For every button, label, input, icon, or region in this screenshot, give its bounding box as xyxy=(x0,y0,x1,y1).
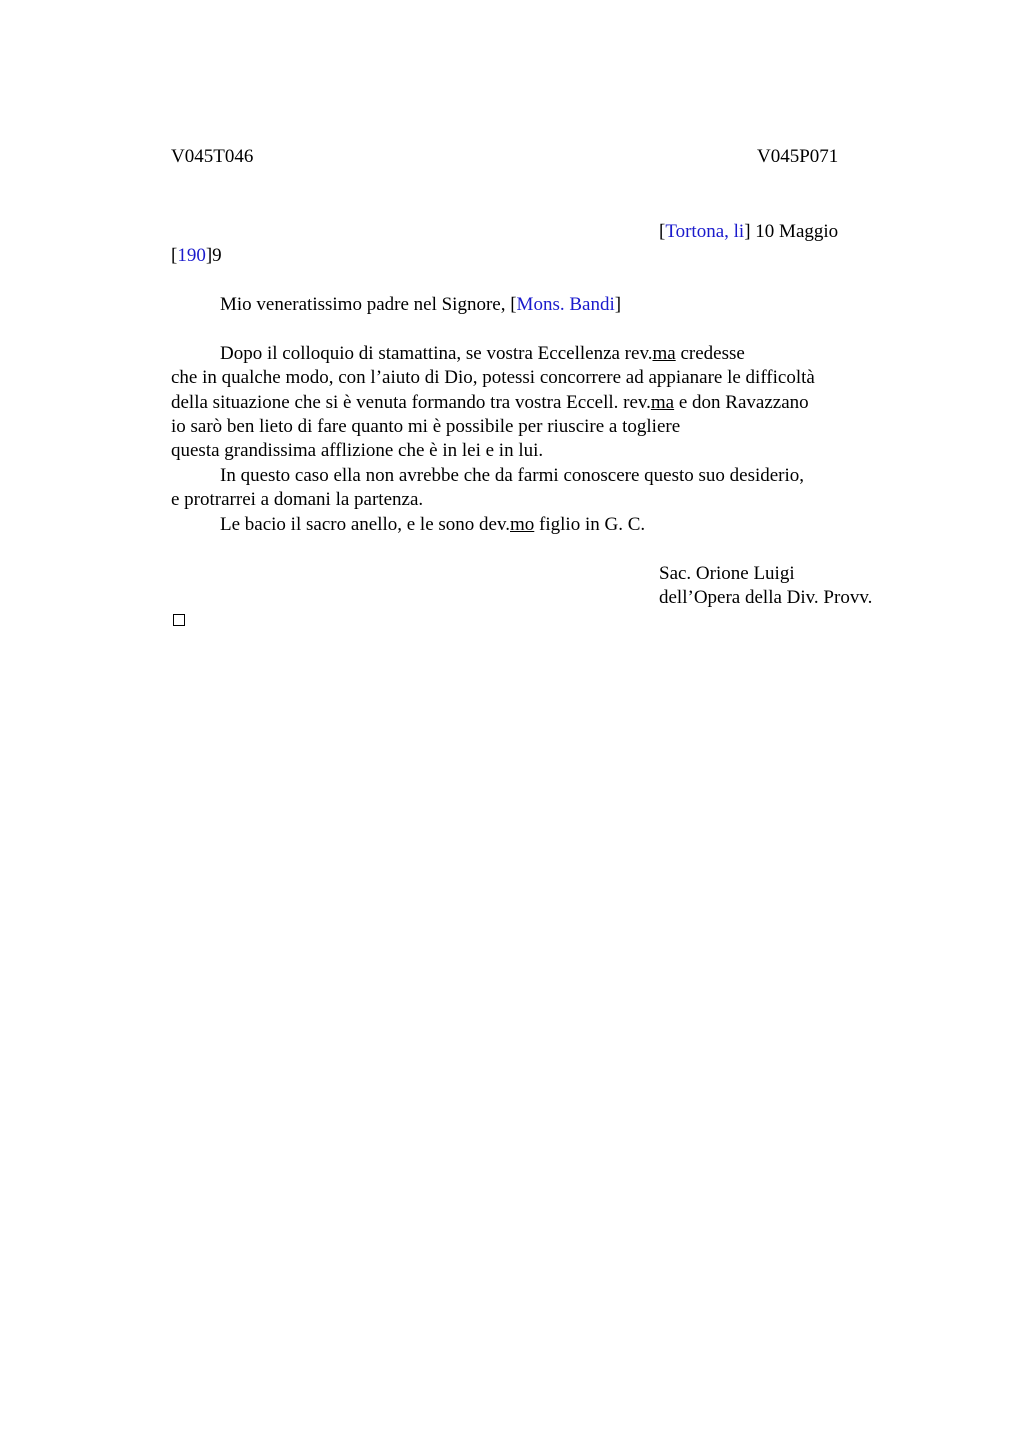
editorial-addressee: Mons. Bandi xyxy=(516,294,615,315)
editorial-place: Tortona, li xyxy=(665,221,745,242)
text: Le bacio il sacro anello, e le sono dev. xyxy=(220,514,510,535)
date-text: ] 10 Maggio xyxy=(744,221,839,242)
signature-name: Sac. Orione Luigi xyxy=(659,563,795,584)
year-suffix: ]9 xyxy=(205,245,222,266)
text: credesse xyxy=(675,343,745,364)
body-line-1 xyxy=(220,342,745,366)
abbrev-superscript: ma xyxy=(650,392,675,413)
body-line-6: In questo caso ella non avrebbe che da farmi conoscere questo suo desiderio, xyxy=(220,465,805,486)
salutation xyxy=(220,293,621,317)
body-line-7: e protrarrei a domani la partenza. xyxy=(171,489,424,510)
abbrev-superscript: ma xyxy=(652,343,676,364)
document-code-left: V045T046 xyxy=(171,146,254,167)
text: Dopo il colloquio di stamattina, se vostra Eccellenza rev. xyxy=(220,343,653,364)
empty-square-icon xyxy=(173,614,185,626)
bracket: [ xyxy=(659,221,666,242)
dateline-year xyxy=(171,244,222,268)
body-line-8 xyxy=(220,513,645,537)
body-line-2: che in qualche modo, con l’aiuto di Dio, potessi concorrere ad appianare le difficoltà xyxy=(171,367,815,388)
body-line-4: io sarò ben lieto di fare quanto mi è possibile per riuscire a togliere xyxy=(171,416,681,437)
bracket: [ xyxy=(510,294,517,315)
text: della situazione che si è venuta formando tra vostra Eccell. rev. xyxy=(171,392,651,413)
abbrev-superscript: mo xyxy=(510,514,535,535)
bracket: [ xyxy=(171,245,178,266)
body-line-5: questa grandissima afflizione che è in lei e in lui. xyxy=(171,440,544,461)
page-code-right: V045P071 xyxy=(757,146,839,167)
editorial-year: 190 xyxy=(177,245,206,266)
text: e don Ravazzano xyxy=(674,392,809,413)
signature-affiliation: dell’Opera della Div. Provv. xyxy=(659,587,873,608)
salutation-text: Mio veneratissimo padre nel Signore, xyxy=(220,294,511,315)
dateline xyxy=(659,220,838,244)
body-line-3 xyxy=(171,391,809,415)
text: figlio in G. C. xyxy=(534,514,646,535)
bracket: ] xyxy=(614,294,622,315)
